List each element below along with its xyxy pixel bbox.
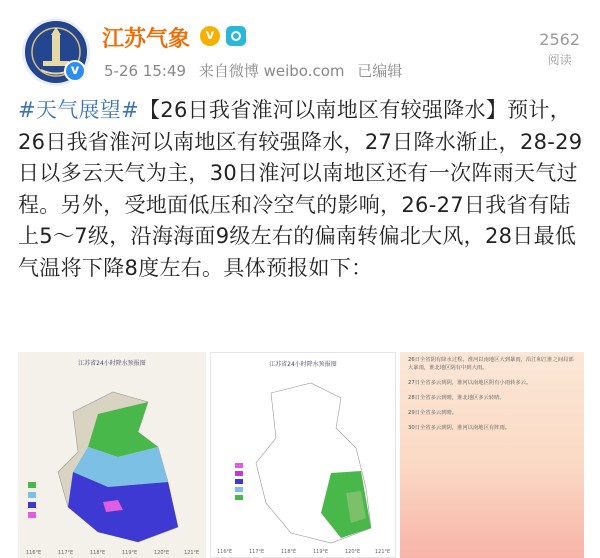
forecast-line: 30日全省多云到阴，淮河以南地区有阵雨。: [408, 425, 511, 431]
precip-map-shapes: [18, 352, 206, 558]
read-number: 2562: [539, 30, 580, 49]
axis-label: 119°E: [122, 550, 138, 556]
precip-map-image-2[interactable]: [210, 352, 396, 558]
axis-label: 119°E: [313, 549, 329, 555]
axis-label: 116°E: [217, 549, 233, 555]
axis-label: 116°E: [26, 550, 42, 556]
axis-label: 118°E: [281, 549, 297, 555]
account-name[interactable]: 江苏气象: [102, 27, 191, 52]
verified-badge-icon: v: [64, 60, 86, 82]
axis-label: 118°E: [90, 550, 106, 556]
precip-map-image-1[interactable]: [18, 352, 206, 558]
precip-map-shapes: [211, 353, 396, 558]
post-meta: [104, 60, 410, 81]
post-header: [0, 0, 600, 92]
read-count: [539, 30, 580, 68]
axis-label: 120°E: [154, 550, 170, 556]
axis-label: 120°E: [345, 549, 361, 555]
read-label: 阅读: [547, 53, 572, 67]
timestamp: 5-26 15:49: [104, 62, 187, 80]
axis-label: 121°E: [375, 549, 391, 555]
map-title: 江苏省24小时降水预报图: [78, 360, 146, 367]
forecast-line: 28日全省多云到晴，淮北地区多云转晴。: [408, 395, 505, 401]
forecast-text-image[interactable]: [400, 352, 584, 558]
vip-icon[interactable]: V: [200, 26, 220, 46]
post-body: [18, 95, 584, 284]
axis-label: 117°E: [249, 549, 265, 555]
forecast-line: 27日全省多云到阴，淮河以南地区阴有小雨转多云。: [408, 380, 532, 386]
axis-label: 121°E: [184, 550, 200, 556]
source[interactable]: 来自微博 weibo.com: [198, 62, 345, 80]
camera-icon[interactable]: [226, 26, 246, 46]
post-text: 【26日我省淮河以南地区有较强降水】预计，26日我省淮河以南地区有较强降水，27日降水渐止，28-29日以多云天气为主，30日淮河以南地区还有一次阵雨天气过程。另外，受地面低压和冷空气的影响，26-27日我省有陆上5～7级，沿海海面9级左右的偏南转偏北大风，28日最低气温将下降8度左右。具体预报如下：: [18, 98, 583, 280]
map-title: 江苏省24小时降水预报图: [269, 361, 337, 368]
axis-label: 117°E: [58, 550, 74, 556]
forecast-line: 29日全省多云到晴。: [408, 410, 458, 416]
image-grid: [18, 352, 584, 558]
forecast-line: 26日全省阴有降水过程。淮河以南地区大到暴雨，沿江和江淮之间局部大暴雨，淮北地区阴有中到大雨。: [408, 357, 574, 371]
hashtag-link[interactable]: #天气展望#: [18, 98, 139, 122]
forecast-text: [408, 356, 578, 439]
edited-label: 已编辑: [357, 62, 403, 80]
